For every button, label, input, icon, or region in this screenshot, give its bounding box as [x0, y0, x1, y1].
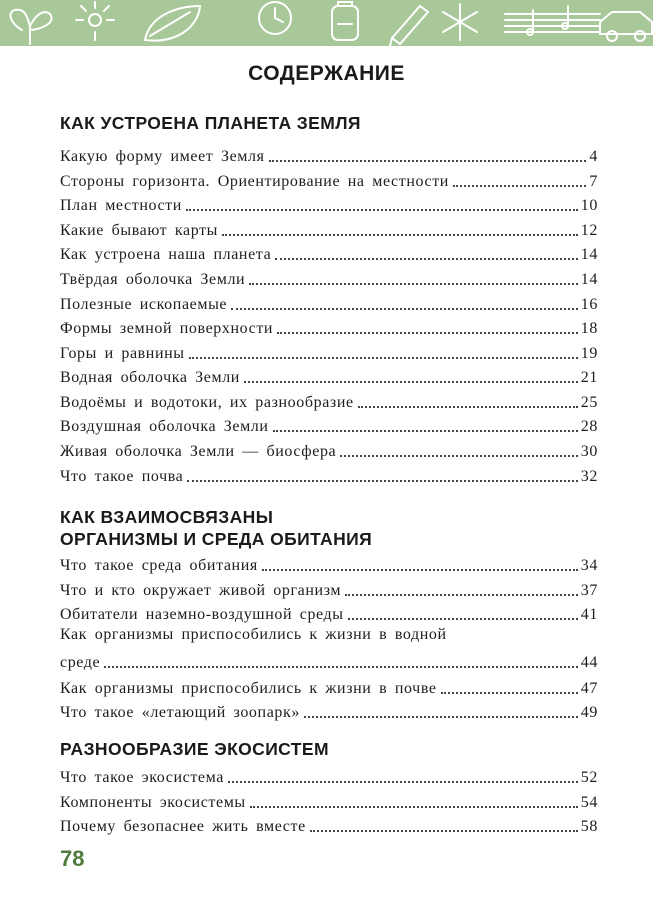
toc-entry-page: 47	[580, 680, 598, 697]
dot-leader	[453, 185, 586, 187]
toc-entry[interactable]	[60, 314, 598, 338]
toc-entry-title: Что такое «летающий зоопарк»	[60, 704, 300, 721]
leaf-icon	[145, 6, 200, 41]
section-heading	[60, 112, 361, 134]
flower-icon	[76, 2, 114, 40]
toc-entry-title: Водоёмы и водотоки, их разнообразие	[60, 394, 354, 411]
page-number: 78	[60, 846, 85, 871]
toc-entry-title: Воздушная оболочка Земли	[60, 418, 269, 435]
toc-entry-title: Что и кто окружает живой организм	[60, 582, 342, 599]
snowflake-icon	[443, 4, 477, 40]
section-heading	[60, 506, 372, 550]
toc-entry-page: 32	[580, 468, 598, 485]
clock-icon	[259, 2, 291, 34]
dot-leader	[275, 258, 578, 260]
toc-entry[interactable]	[60, 412, 598, 436]
dot-leader	[222, 234, 578, 236]
toc-entry[interactable]	[60, 462, 598, 486]
toc-entry[interactable]	[60, 763, 598, 787]
toc-entry-page: 52	[580, 769, 598, 786]
toc-entry-page: 54	[580, 794, 598, 811]
toc-entry-title: Полезные ископаемые	[60, 296, 228, 313]
toc-entry-page: 16	[580, 296, 598, 313]
dot-leader	[104, 666, 578, 668]
toc-entry[interactable]	[60, 437, 598, 461]
dot-leader	[358, 406, 578, 408]
toc-entry-page: 21	[580, 369, 598, 386]
toc-entry-page: 7	[589, 173, 598, 190]
toc-entry-page: 30	[580, 443, 598, 460]
toc-entry[interactable]	[60, 788, 598, 812]
toc-entry-title: Формы земной поверхности	[60, 320, 274, 337]
dot-leader	[277, 332, 578, 334]
toc-entry-title: Водная оболочка Земли	[60, 369, 240, 386]
toc-entry[interactable]	[60, 142, 598, 166]
toc-entry-page: 18	[580, 320, 598, 337]
section-heading-line: ОРГАНИЗМЫ И СРЕДА ОБИТАНИЯ	[60, 529, 373, 549]
header-banner	[0, 0, 653, 46]
toc-entry[interactable]	[60, 576, 598, 600]
dot-leader	[244, 381, 578, 383]
backpack-icon	[332, 2, 358, 40]
toc-entry[interactable]	[60, 624, 598, 672]
toc-entry[interactable]	[60, 290, 598, 314]
dot-leader	[249, 283, 578, 285]
section-heading	[60, 738, 329, 760]
school-icons-strip	[0, 0, 653, 46]
toc-entry-page: 25	[580, 394, 598, 411]
toc-entry-title-line2: среде	[60, 654, 101, 671]
toc-entry-title: Обитатели наземно-воздушной среды	[60, 606, 344, 623]
toc-entry-page: 49	[580, 704, 598, 721]
dot-leader	[250, 806, 578, 808]
dot-leader	[189, 357, 578, 359]
dot-leader	[273, 430, 578, 432]
butterfly-icon	[10, 10, 51, 44]
toc-entry-page: 12	[580, 222, 598, 239]
toc-entry[interactable]	[60, 240, 598, 264]
dot-leader	[310, 830, 578, 832]
toc-entry[interactable]	[60, 167, 598, 191]
section-heading-line: КАК УСТРОЕНА ПЛАНЕТА ЗЕМЛЯ	[60, 113, 361, 133]
toc-entry-title: Стороны горизонта. Ориентирование на местности	[60, 173, 449, 190]
toc-entry-title: Как устроена наша планета	[60, 246, 272, 263]
dot-leader	[304, 716, 578, 718]
toc-entry-page: 14	[580, 271, 598, 288]
toc-entry[interactable]	[60, 388, 598, 412]
dot-leader	[441, 692, 578, 694]
toc-entry-page: 37	[580, 582, 598, 599]
toc-entry[interactable]	[60, 265, 598, 289]
toc-entry-page: 28	[580, 418, 598, 435]
dot-leader	[262, 569, 578, 571]
car-icon	[600, 12, 652, 41]
section-heading-line: КАК ВЗАИМОСВЯЗАНЫ	[60, 507, 274, 527]
toc-entry-title: Твёрдая оболочка Земли	[60, 271, 246, 288]
toc-entry-title: Что такое экосистема	[60, 769, 224, 786]
dot-leader	[186, 209, 578, 211]
toc-entry-page: 19	[580, 345, 598, 362]
toc-entry-page: 14	[580, 246, 598, 263]
section-heading-line: РАЗНООБРАЗИЕ ЭКОСИСТЕМ	[60, 739, 329, 759]
toc-entry-page: 58	[580, 818, 598, 835]
toc-entry[interactable]	[60, 698, 598, 722]
toc-entry-title: Что такое почва	[60, 468, 184, 485]
toc-entry[interactable]	[60, 339, 598, 363]
toc-entry-title: Что такое среда обитания	[60, 557, 258, 574]
page-title: СОДЕРЖАНИЕ	[248, 62, 405, 85]
dot-leader	[348, 618, 578, 620]
toc-entry[interactable]	[60, 600, 598, 624]
toc-entry[interactable]	[60, 812, 598, 836]
dot-leader	[269, 160, 587, 162]
toc-entry-title: Компоненты экосистемы	[60, 794, 246, 811]
toc-entry[interactable]	[60, 551, 598, 575]
toc-entry-page: 44	[580, 654, 598, 671]
toc-entry[interactable]	[60, 363, 598, 387]
dot-leader	[345, 594, 578, 596]
dot-leader	[228, 781, 578, 783]
toc-entry-title: План местности	[60, 197, 182, 214]
toc-entry[interactable]	[60, 674, 598, 698]
toc-entry-page: 4	[589, 148, 598, 165]
toc-entry-title: Живая оболочка Земли — биосфера	[60, 443, 337, 460]
toc-entry-title: Какую форму имеет Земля	[60, 148, 265, 165]
toc-entry-title: Как организмы приспособились к жизни в почве	[60, 680, 437, 697]
music-notes-icon	[505, 6, 600, 35]
toc-entry-page: 41	[580, 606, 598, 623]
dot-leader	[187, 480, 577, 482]
toc-entry-title: Горы и равнины	[60, 345, 185, 362]
toc-entry[interactable]	[60, 216, 598, 240]
toc-entry-title: Какие бывают карты	[60, 222, 219, 239]
toc-entry-page: 34	[580, 557, 598, 574]
dot-leader	[231, 308, 578, 310]
pencil-icon	[390, 6, 428, 46]
toc-entry-title-line1: Как организмы приспособились к жизни в водной	[60, 626, 447, 643]
dot-leader	[340, 455, 578, 457]
toc-entry-page: 10	[580, 197, 598, 214]
toc-entry-title: Почему безопаснее жить вместе	[60, 818, 306, 835]
toc-entry[interactable]	[60, 191, 598, 215]
